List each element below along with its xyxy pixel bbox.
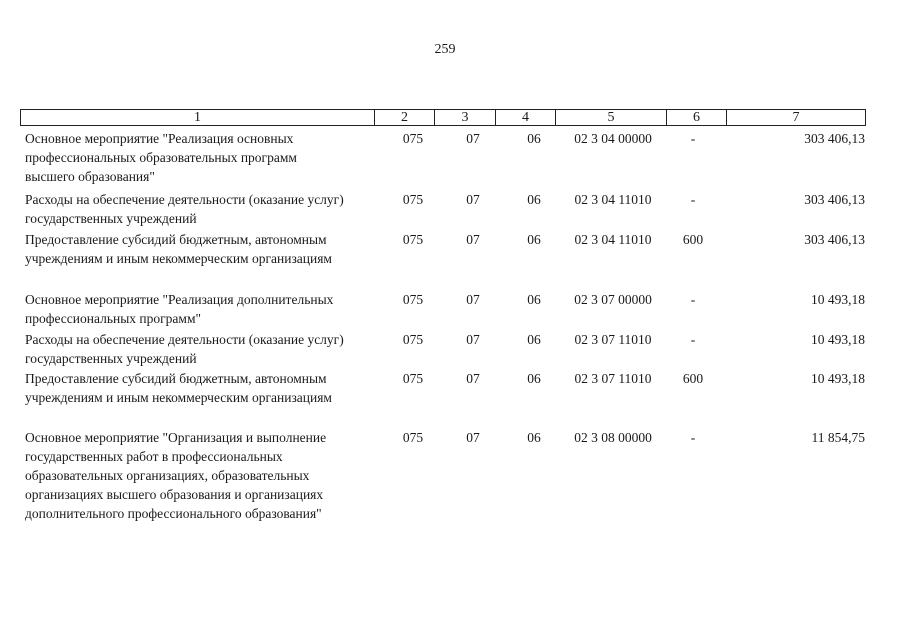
header-col-4: 4: [495, 110, 555, 125]
row-name: Предоставление субсидий бюджетным, автономным учреждениям и иным некоммерческим организациям: [25, 371, 332, 405]
row-name: Основное мероприятие "Реализация основных профессиональных образовательных программ высшего образования": [25, 131, 297, 184]
page-number: 259: [434, 42, 456, 57]
row-subsection: 06: [527, 192, 541, 207]
row-sum: 11 854,75: [811, 430, 865, 445]
row-subsection: 06: [527, 292, 541, 307]
row-subsection: 06: [527, 131, 541, 146]
header-col-6: 6: [666, 110, 726, 125]
row-target: 02 3 07 00000: [574, 292, 652, 307]
header-col-5: 5: [555, 110, 666, 125]
row-target: 02 3 04 00000: [574, 131, 652, 146]
row-target: 02 3 04 11010: [574, 232, 652, 247]
header-col-3: 3: [434, 110, 495, 125]
row-code: 075: [402, 192, 424, 207]
row-target: 02 3 08 00000: [574, 430, 652, 445]
row-sum: 303 406,13: [804, 192, 865, 207]
row-code: 075: [402, 131, 424, 146]
row-section: 07: [466, 292, 480, 307]
row-type: -: [690, 430, 696, 445]
header-col-2: 2: [374, 110, 434, 125]
row-subsection: 06: [527, 371, 541, 386]
row-subsection: 06: [527, 232, 541, 247]
row-target: 02 3 04 11010: [574, 192, 652, 207]
row-sum: 10 493,18: [811, 332, 865, 347]
row-name: Основное мероприятие "Реализация дополнительных профессиональных программ": [25, 292, 334, 326]
row-section: 07: [466, 192, 480, 207]
row-section: 07: [466, 430, 480, 445]
row-code: 075: [402, 332, 424, 347]
row-type: 600: [682, 371, 704, 386]
row-section: 07: [466, 332, 480, 347]
row-name: Основное мероприятие "Организация и выполнение государственных работ в профессиональных образовательных организациях, образовательных организациях высшего образования и организациях дополнительного профессионального образования": [25, 430, 327, 521]
row-section: 07: [466, 371, 480, 386]
row-sum: 303 406,13: [804, 232, 865, 247]
row-code: 075: [402, 430, 424, 445]
row-name: Расходы на обеспечение деятельности (оказание услуг) государственных учреждений: [25, 192, 344, 226]
row-name: Расходы на обеспечение деятельности (оказание услуг) государственных учреждений: [25, 332, 344, 366]
row-name: Предоставление субсидий бюджетным, автономным учреждениям и иным некоммерческим организациям: [25, 232, 332, 266]
row-type: -: [690, 131, 696, 146]
row-subsection: 06: [527, 332, 541, 347]
row-type: -: [690, 332, 696, 347]
header-col-7: 7: [726, 110, 865, 125]
row-sum: 303 406,13: [804, 131, 865, 146]
header-col-1: 1: [194, 110, 201, 125]
row-type: 600: [682, 232, 704, 247]
row-code: 075: [402, 292, 424, 307]
row-sum: 10 493,18: [811, 371, 865, 386]
row-subsection: 06: [527, 430, 541, 445]
row-code: 075: [402, 232, 424, 247]
row-type: -: [690, 192, 696, 207]
row-target: 02 3 07 11010: [574, 371, 652, 386]
row-code: 075: [402, 371, 424, 386]
row-sum: 10 493,18: [811, 292, 865, 307]
row-section: 07: [466, 232, 480, 247]
row-target: 02 3 07 11010: [574, 332, 652, 347]
table-header: [20, 109, 866, 126]
row-type: -: [690, 292, 696, 307]
row-section: 07: [466, 131, 480, 146]
